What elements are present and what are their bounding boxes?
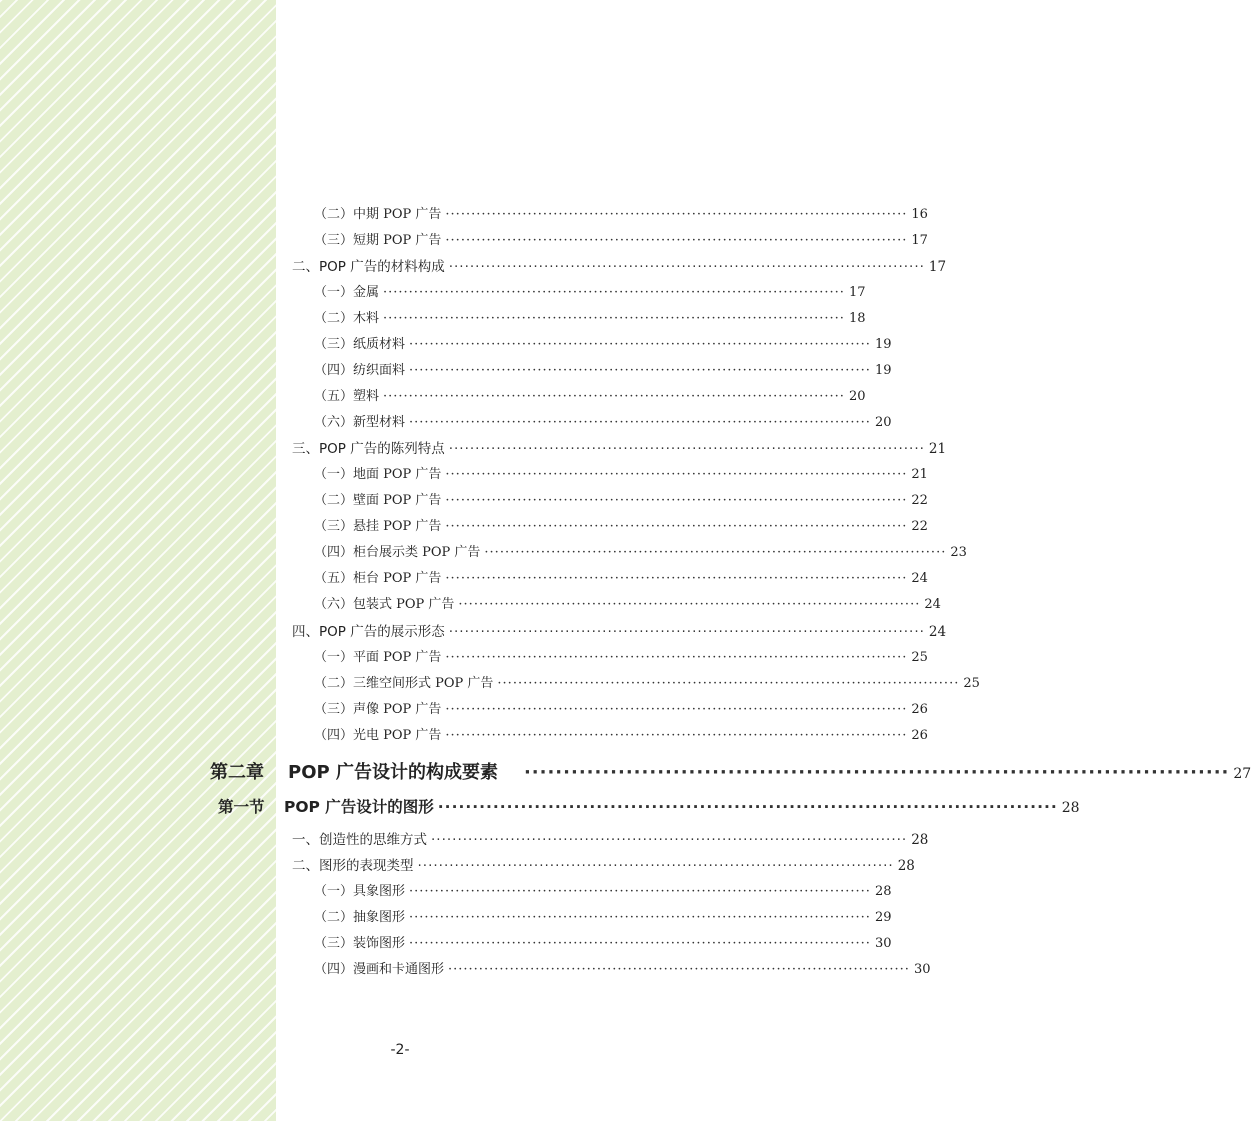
toc-entry-page: 28 (1061, 800, 1080, 816)
toc-entry-page: 24 (911, 571, 928, 586)
leader-dots: ·························································································· (445, 702, 908, 717)
toc-entry[interactable] (292, 854, 915, 874)
toc-entry[interactable] (314, 385, 866, 404)
leader-dots: ·························································································· (417, 858, 894, 874)
leader-dots: ·························································································· (445, 519, 908, 534)
toc-entry-label: （一）具象图形 (314, 884, 406, 899)
toc-entry-page: 17 (928, 259, 947, 275)
leader-dots: ·························································································· (445, 467, 908, 482)
toc-entry[interactable] (314, 333, 892, 352)
leader-dots: ·························································································· (448, 259, 925, 275)
toc-entry-page: 21 (911, 467, 928, 482)
toc-entry-label: （四）纺织面料 (314, 363, 406, 378)
toc-entry-label: （三）悬挂 POP 广告 (314, 519, 442, 534)
toc-entry-label: （一）金属 (314, 285, 380, 300)
leader-dots: ·························································································· (409, 363, 871, 378)
section-title: POP 广告设计的图形 (284, 798, 434, 816)
leader-dots: ·························································································· (458, 597, 921, 612)
toc-entry-page: 17 (848, 285, 866, 300)
toc-entry-page: 16 (911, 207, 928, 222)
toc-chapter-heading (210, 758, 498, 784)
leader-dots: ·························································································· (445, 207, 908, 222)
toc-entry-label: （五）塑料 (314, 389, 380, 404)
toc-entry-page: 28 (911, 832, 929, 848)
toc-entry-page: 21 (928, 441, 947, 457)
toc-entry-page: 25 (911, 650, 928, 665)
leader-dots: ·························································································· (448, 624, 925, 640)
toc-entry[interactable] (292, 255, 947, 275)
toc-entry-label: （六）包装式 POP 广告 (314, 597, 455, 612)
leader-dots: ·························································································· (431, 832, 908, 848)
leader-dots: ·························································································· (409, 910, 871, 925)
toc-entry-page: 19 (874, 363, 892, 378)
toc-entry[interactable] (314, 906, 892, 925)
leader-dots: ·························································································· (437, 798, 1058, 816)
leader-dots: ·························································································· (445, 650, 908, 665)
toc-entry[interactable] (314, 880, 892, 899)
toc-entry-page: 17 (911, 233, 928, 248)
toc-section-entry[interactable] (218, 795, 1080, 817)
toc-entry-page: 29 (874, 910, 892, 925)
toc-entry-label: 四、POP 广告的展示形态 (292, 624, 445, 640)
leader-dots: ·························································································· (409, 884, 871, 899)
toc-entry-label: （三）纸质材料 (314, 337, 406, 352)
leader-dots: ·························································································· (409, 936, 871, 951)
toc-entry-page: 28 (897, 858, 915, 874)
toc-entry-label: （一）平面 POP 广告 (314, 650, 442, 665)
leader-dots: ·························································································· (445, 728, 908, 743)
leader-dots: ·························································································· (448, 962, 910, 977)
toc-chapter-entry[interactable] (210, 758, 1251, 784)
toc-entry[interactable] (314, 932, 892, 951)
toc-entry-label: 三、POP 广告的陈列特点 (292, 441, 445, 457)
toc-entry[interactable] (314, 567, 928, 586)
leader-dots: ·························································································· (523, 762, 1230, 783)
toc-entry[interactable] (314, 593, 941, 612)
page-number: -2- (390, 1042, 410, 1058)
toc-entry-label: （一）地面 POP 广告 (314, 467, 442, 482)
toc-entry-page: 22 (911, 493, 928, 508)
toc-entry-page: 26 (911, 728, 928, 743)
toc-entry-label: （二）三维空间形式 POP 广告 (314, 676, 494, 691)
toc-entry[interactable] (314, 958, 931, 977)
toc-entry[interactable] (292, 437, 947, 457)
toc-entry[interactable] (314, 515, 928, 534)
leader-dots: ·························································································· (409, 337, 871, 352)
toc-entry-label: （六）新型材料 (314, 415, 406, 430)
toc-entry-label: （三）装饰图形 (314, 936, 406, 951)
toc-entry[interactable] (314, 359, 892, 378)
leader-dots: ·························································································· (409, 415, 871, 430)
chapter-number: 第二章 (210, 762, 264, 783)
leader-dots: ·························································································· (383, 311, 845, 326)
toc-entry[interactable] (314, 646, 928, 665)
chapter-title: POP 广告设计的构成要素 (288, 762, 498, 783)
toc-entry[interactable] (314, 463, 928, 482)
toc-entry-label: （三）短期 POP 广告 (314, 233, 442, 248)
toc-entry[interactable] (292, 828, 929, 848)
toc-entry-label: （四）光电 POP 广告 (314, 728, 442, 743)
leader-dots: ·························································································· (448, 441, 925, 457)
toc-entry-label: （三）声像 POP 广告 (314, 702, 442, 717)
toc-entry[interactable] (292, 620, 947, 640)
toc-entry-label: 二、POP 广告的材料构成 (292, 259, 445, 275)
toc-entry[interactable] (314, 672, 980, 691)
toc-entry[interactable] (314, 724, 928, 743)
toc-entry-page: 24 (924, 597, 941, 612)
leader-dots: ·························································································· (497, 676, 960, 691)
toc-entry-page: 18 (848, 311, 866, 326)
toc-entry[interactable] (314, 281, 866, 300)
toc-entry[interactable] (314, 411, 892, 430)
toc-entry-label: （二）壁面 POP 广告 (314, 493, 442, 508)
toc-entry-label: （四）漫画和卡通图形 (314, 962, 445, 977)
toc-section-heading (218, 795, 434, 817)
toc-entry-page: 30 (874, 936, 892, 951)
toc-entry[interactable] (314, 307, 866, 326)
toc-entry-page: 23 (950, 545, 967, 560)
toc-entry-page: 19 (874, 337, 892, 352)
toc-entry[interactable] (314, 203, 928, 222)
toc-entry-label: （五）柜台 POP 广告 (314, 571, 442, 586)
toc-entry-page: 28 (874, 884, 892, 899)
toc-entry-label: 二、图形的表现类型 (292, 858, 414, 874)
toc-entry-page: 25 (963, 676, 980, 691)
toc-entry-page: 30 (913, 962, 931, 977)
leader-dots: ·························································································· (484, 545, 947, 560)
toc-entry-page: 22 (911, 519, 928, 534)
section-number: 第一节 (218, 798, 265, 816)
toc-entry-page: 24 (928, 624, 947, 640)
toc-entry-label: （四）柜台展示类 POP 广告 (314, 545, 481, 560)
toc-entry-label: （二）木料 (314, 311, 380, 326)
toc-entry[interactable] (314, 229, 928, 248)
toc-entry[interactable] (314, 541, 967, 560)
toc-entry-label: （二）抽象图形 (314, 910, 406, 925)
toc-entry[interactable] (314, 489, 928, 508)
toc-entry-page: 20 (874, 415, 892, 430)
leader-dots: ·························································································· (383, 389, 845, 404)
leader-dots: ·························································································· (445, 233, 908, 248)
toc-entry[interactable] (314, 698, 928, 717)
toc-entry-page: 26 (911, 702, 928, 717)
leader-dots: ·························································································· (445, 571, 908, 586)
toc-entry-label: 一、创造性的思维方式 (292, 832, 427, 848)
toc-entry-label: （二）中期 POP 广告 (314, 207, 442, 222)
leader-dots: ·························································································· (383, 285, 845, 300)
toc-entry-page: 20 (848, 389, 866, 404)
leader-dots: ·························································································· (445, 493, 908, 508)
toc-entry-page: 27 (1233, 766, 1251, 782)
